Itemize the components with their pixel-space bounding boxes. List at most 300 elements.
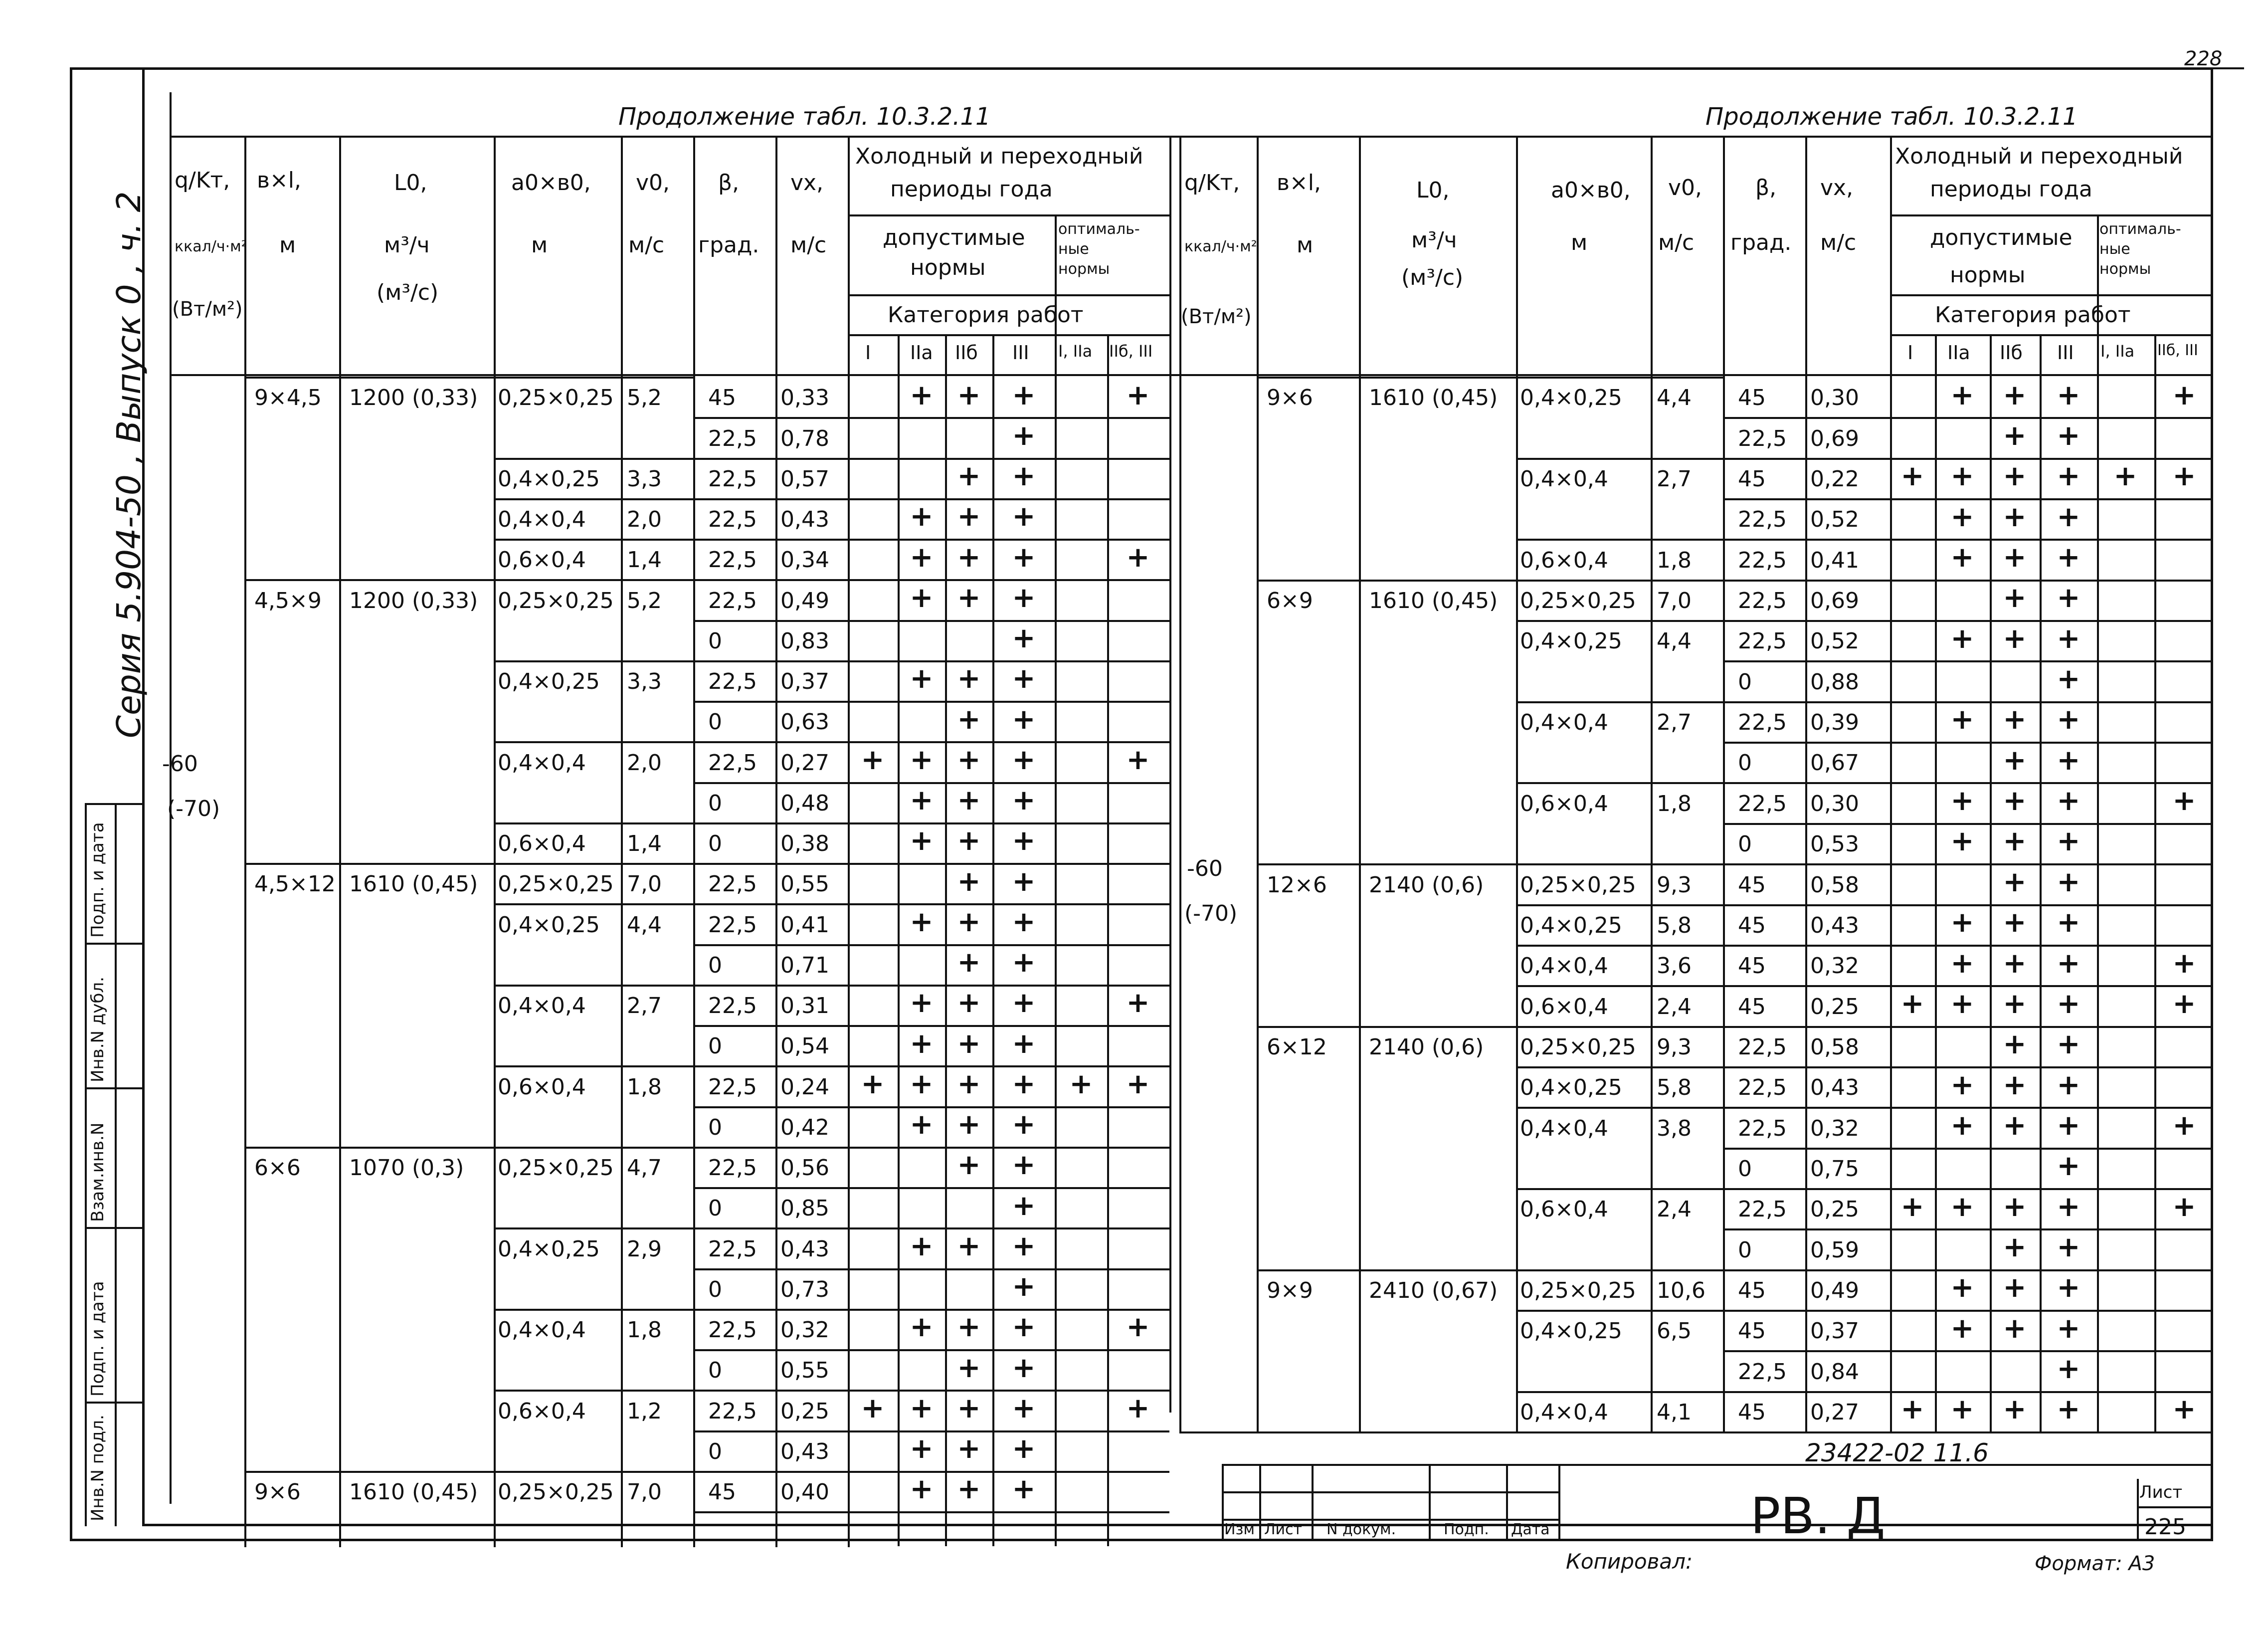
cell-beta: 22,5: [1738, 547, 1787, 573]
r-hdr-allowed: допустимые: [1930, 225, 2073, 250]
category-mark: +: [910, 1473, 934, 1506]
cell-vx: 0,32: [1810, 953, 1859, 979]
cell-vx: 0,37: [780, 669, 829, 694]
group-divider: [494, 498, 693, 500]
left-q-value: -60: [162, 751, 198, 777]
row-divider: [1723, 1310, 2213, 1312]
category-mark: +: [957, 541, 981, 574]
stamp-label-podl: Инв.N подл.: [88, 1415, 108, 1521]
hdr-bl-unit: м: [279, 232, 296, 258]
category-mark: +: [1950, 379, 1974, 411]
category-mark: +: [910, 987, 934, 1019]
cell-vx: 0,24: [780, 1074, 829, 1100]
cell-vx: 0,32: [1810, 1115, 1859, 1141]
category-mark: +: [1950, 500, 1974, 533]
cell-beta: 0: [708, 709, 722, 735]
category-mark: +: [861, 744, 885, 777]
cell-beta: 45: [1738, 953, 1766, 979]
cell-vx: 0,63: [780, 709, 829, 735]
cell-ab: 0,6×0,4: [1520, 1197, 1608, 1222]
cell-beta: 22,5: [1738, 1359, 1787, 1385]
cell-beta: 0: [708, 628, 722, 654]
cell-v0: 3,6: [1657, 953, 1692, 979]
r-hdr-allowed2: нормы: [1950, 262, 2026, 288]
row-divider: [1723, 1026, 2213, 1028]
category-mark: +: [2172, 460, 2196, 493]
cell-vx: 0,25: [1810, 994, 1859, 1019]
row-divider: [1723, 620, 2213, 622]
category-mark: +: [957, 865, 981, 898]
cell-vx: 0,25: [780, 1398, 829, 1424]
cell-vx: 0,41: [1810, 547, 1859, 573]
hdr-L0-unit: м³/ч: [384, 232, 430, 258]
row-divider: [693, 1106, 1169, 1108]
cell-v0: 6,5: [1657, 1318, 1692, 1344]
category-mark: +: [2003, 1312, 2027, 1345]
group-divider: [1516, 701, 1723, 703]
r-hdr-optimal3: нормы: [2099, 260, 2151, 278]
cell-v0: 7,0: [627, 1479, 662, 1505]
stamp-label-sign1: Подп. и дата: [88, 1281, 108, 1397]
cell-ab: 0,6×0,4: [498, 831, 586, 856]
category-mark: +: [1012, 419, 1036, 452]
hdr-cold2: периоды года: [890, 177, 1053, 202]
cell-vx: 0,49: [780, 588, 829, 613]
right-caption: Продолжение табл. 10.3.2.11: [1705, 103, 2078, 131]
row-divider: [693, 903, 1169, 905]
category-mark: +: [1126, 1392, 1150, 1425]
cell-vx: 0,32: [780, 1317, 829, 1343]
hdr-v0-unit: м/с: [628, 232, 665, 258]
cell-beta: 0: [708, 1196, 722, 1221]
left-caption: Продолжение табл. 10.3.2.11: [618, 103, 991, 131]
r-hdr-cat-1: I: [1907, 342, 1913, 364]
group-divider: [494, 1309, 693, 1311]
row-divider: [1723, 458, 2213, 460]
row-divider: [1723, 863, 2213, 865]
hdr-a0b0-unit: м: [531, 232, 548, 258]
category-mark: +: [2057, 622, 2080, 655]
row-divider: [693, 417, 1169, 419]
doc-number: 23422-02 11.6: [1805, 1438, 1989, 1467]
category-mark: +: [957, 1027, 981, 1060]
group-divider: [1516, 620, 1723, 622]
hdr-category: Категория работ: [888, 302, 1084, 328]
group-divider: [494, 863, 693, 865]
cell-beta: 0: [708, 831, 722, 856]
group-divider: [1516, 945, 1723, 947]
row-divider: [693, 1187, 1169, 1189]
hdr-cat-4: III: [1012, 342, 1029, 364]
cell-beta: 22,5: [708, 669, 757, 694]
block-divider: [1257, 377, 1516, 379]
cell-beta: 22,5: [1738, 628, 1787, 654]
r-hdr-v0: v0,: [1668, 175, 1702, 201]
category-mark: +: [1950, 1312, 1974, 1345]
group-divider: [494, 1147, 693, 1149]
cell-beta: 22,5: [1738, 791, 1787, 816]
cell-beta: 45: [1738, 1318, 1766, 1344]
category-mark: +: [910, 824, 934, 857]
block-divider: [1257, 1026, 1516, 1028]
cell-beta: 22,5: [1738, 710, 1787, 736]
cell-vx: 0,40: [780, 1479, 829, 1505]
category-mark: +: [957, 460, 981, 493]
r-hdr-cat-3: IIб: [2000, 342, 2023, 364]
cell-vx: 0,78: [780, 425, 829, 451]
category-mark: +: [1012, 824, 1036, 857]
hdr-vx-unit: м/с: [790, 232, 827, 258]
cell-ab: 0,4×0,4: [1520, 1115, 1608, 1141]
cell-vx: 0,57: [780, 466, 829, 492]
cell-L0: 1070 (0,3): [349, 1155, 464, 1181]
category-mark: +: [2057, 541, 2080, 574]
group-divider: [494, 660, 693, 662]
category-mark: +: [910, 662, 934, 695]
cell-ab: 0,25×0,25: [1520, 1034, 1636, 1060]
cell-vx: 0,67: [1810, 750, 1859, 776]
cell-v0: 10,6: [1657, 1277, 1705, 1303]
row-divider: [693, 1349, 1169, 1351]
block-divider: [244, 863, 494, 865]
hdr-q: q/Kт,: [175, 168, 230, 193]
category-mark: +: [1950, 1393, 1974, 1426]
category-mark: +: [2057, 1353, 2080, 1386]
cell-vx: 0,83: [780, 628, 829, 654]
category-mark: +: [1012, 784, 1036, 817]
block-divider: [244, 377, 494, 379]
category-mark: +: [1012, 379, 1036, 411]
cell-ab: 0,4×0,25: [1520, 1318, 1622, 1344]
r-hdr-optimal: оптималь-: [2099, 220, 2181, 238]
category-mark: +: [1012, 1189, 1036, 1222]
group-divider: [1516, 1107, 1723, 1109]
cell-bl: 6×12: [1267, 1034, 1327, 1060]
category-mark: +: [2172, 1109, 2196, 1142]
cell-v0: 5,2: [627, 588, 662, 613]
cell-vx: 0,43: [1810, 912, 1859, 938]
cell-ab: 0,4×0,4: [1520, 710, 1608, 736]
cell-v0: 7,0: [627, 871, 662, 897]
cell-L0: 2140 (0,6): [1369, 1034, 1484, 1060]
category-mark: +: [957, 946, 981, 979]
cell-ab: 0,4×0,25: [498, 466, 600, 492]
category-mark: +: [2003, 622, 2027, 655]
hdr-allowed: допустимые: [883, 225, 1025, 250]
row-divider: [1723, 1269, 2213, 1271]
sheet-label: Лист: [2139, 1482, 2183, 1502]
row-divider: [693, 498, 1169, 500]
hdr-optimal2: ные: [1058, 240, 1089, 258]
hdr-cold: Холодный и переходный: [855, 144, 1143, 169]
category-mark: +: [1012, 1473, 1036, 1506]
cell-vx: 0,34: [780, 547, 829, 573]
cell-vx: 0,52: [1810, 628, 1859, 654]
cell-beta: 45: [1738, 872, 1766, 898]
hdr-cat-3: IIб: [955, 342, 978, 364]
cell-beta: 45: [1738, 385, 1766, 411]
cell-beta: 22,5: [1738, 507, 1787, 533]
cell-vx: 0,58: [1810, 1034, 1859, 1060]
category-mark: +: [1012, 1027, 1036, 1060]
category-mark: +: [1900, 460, 1924, 493]
category-mark: +: [2003, 582, 2027, 614]
cell-v0: 4,4: [1657, 385, 1692, 411]
row-divider: [693, 660, 1169, 662]
cell-beta: 0: [1738, 669, 1752, 695]
row-divider: [693, 985, 1169, 987]
category-mark: +: [957, 1311, 981, 1344]
cell-ab: 0,4×0,25: [1520, 1075, 1622, 1101]
category-mark: +: [957, 1473, 981, 1506]
category-mark: +: [1012, 582, 1036, 614]
row-divider: [693, 741, 1169, 743]
r-hdr-q-units: ккал/ч·м²: [1184, 238, 1257, 255]
group-divider: [494, 903, 693, 905]
cell-beta: 22,5: [1738, 588, 1787, 614]
category-mark: +: [957, 1230, 981, 1263]
cell-beta: 22,5: [708, 1398, 757, 1424]
cell-beta: 22,5: [708, 425, 757, 451]
cell-beta: 0: [708, 1276, 722, 1302]
category-mark: +: [2003, 1190, 2027, 1223]
r-hdr-category: Категория работ: [1935, 302, 2131, 328]
cell-beta: 22,5: [708, 871, 757, 897]
category-mark: +: [1069, 1068, 1093, 1101]
row-divider: [1723, 742, 2213, 744]
cell-vx: 0,43: [780, 1236, 829, 1262]
r-hdr-L0-unit: м³/ч: [1411, 227, 1457, 253]
row-divider: [1723, 985, 2213, 987]
r-hdr-cat-4: III: [2057, 342, 2074, 364]
row-divider: [693, 458, 1169, 460]
hdr-q-units: ккал/ч·м²: [175, 238, 247, 255]
cell-vx: 0,31: [780, 993, 829, 1018]
cell-v0: 4,1: [1657, 1400, 1692, 1425]
category-mark: +: [2003, 1393, 2027, 1426]
row-divider: [1723, 660, 2213, 662]
cell-vx: 0,25: [1810, 1197, 1859, 1222]
row-divider: [1723, 782, 2213, 784]
category-mark: +: [957, 703, 981, 736]
corner-number: 228: [2184, 47, 2223, 70]
cell-beta: 22,5: [708, 1155, 757, 1181]
cell-vx: 0,39: [1810, 710, 1859, 736]
cell-ab: 0,6×0,4: [1520, 994, 1608, 1019]
cell-v0: 2,7: [1657, 710, 1692, 736]
row-divider: [1723, 1148, 2213, 1150]
cell-ab: 0,4×0,4: [498, 993, 586, 1018]
cell-v0: 3,3: [627, 669, 662, 694]
cell-v0: 2,7: [627, 993, 662, 1018]
category-mark: +: [1012, 744, 1036, 777]
cell-beta: 0: [708, 952, 722, 978]
category-mark: +: [910, 1432, 934, 1465]
category-mark: +: [2003, 703, 2027, 736]
category-mark: +: [2057, 1150, 2080, 1183]
category-mark: +: [2057, 866, 2080, 899]
cell-vx: 0,38: [780, 831, 829, 856]
category-mark: +: [2003, 1068, 2027, 1101]
row-divider: [693, 944, 1169, 946]
cell-ab: 0,25×0,25: [1520, 1277, 1636, 1303]
hdr-L0-unit2: (м³/с): [377, 280, 439, 305]
category-mark: +: [2172, 785, 2196, 817]
group-divider: [494, 822, 693, 824]
category-mark: +: [1012, 946, 1036, 979]
right-q-value2: (-70): [1184, 901, 1238, 926]
block-divider: [244, 579, 494, 581]
hdr-optimal: оптималь-: [1058, 220, 1140, 238]
hdr-allowed2: нормы: [910, 255, 986, 280]
cell-ab: 0,25×0,25: [498, 1479, 614, 1505]
cell-v0: 1,4: [627, 547, 662, 573]
category-mark: +: [910, 906, 934, 939]
cell-ab: 0,25×0,25: [498, 1155, 614, 1181]
category-mark: +: [957, 1432, 981, 1465]
category-mark: +: [1950, 1068, 1974, 1101]
cell-beta: 0: [708, 1114, 722, 1140]
group-divider: [494, 741, 693, 743]
row-divider: [693, 1065, 1169, 1067]
category-mark: +: [1012, 703, 1036, 736]
category-mark: +: [2057, 1109, 2080, 1142]
row-divider: [693, 1430, 1169, 1432]
hdr-cat-6: IIб, III: [1109, 342, 1153, 361]
category-mark: +: [861, 1068, 885, 1101]
category-mark: +: [2057, 947, 2080, 980]
category-mark: +: [1012, 1270, 1036, 1303]
category-mark: +: [1012, 1068, 1036, 1101]
cell-beta: 22,5: [708, 1074, 757, 1100]
cell-ab: 0,6×0,4: [498, 1074, 586, 1100]
hdr-q-units2: (Вт/м²): [172, 298, 243, 321]
cell-vx: 0,42: [780, 1114, 829, 1140]
r-hdr-cat-6: IIб, III: [2157, 342, 2198, 359]
cell-bl: 9×6: [254, 1479, 301, 1505]
cell-L0: 1610 (0,45): [1369, 385, 1498, 411]
category-mark: +: [2172, 1190, 2196, 1223]
row-divider: [1723, 1391, 2213, 1393]
cell-beta: 0: [708, 1033, 722, 1059]
category-mark: +: [2057, 1068, 2080, 1101]
cell-v0: 2,9: [627, 1236, 662, 1262]
category-mark: +: [1950, 1271, 1974, 1304]
cell-ab: 0,6×0,4: [498, 1398, 586, 1424]
cell-ab: 0,4×0,4: [498, 1317, 586, 1343]
row-divider: [1723, 1350, 2213, 1352]
category-mark: +: [1012, 460, 1036, 493]
cell-v0: 2,4: [1657, 994, 1692, 1019]
row-divider: [693, 1227, 1169, 1229]
category-mark: +: [957, 582, 981, 614]
cell-v0: 2,4: [1657, 1197, 1692, 1222]
cell-vx: 0,85: [780, 1196, 829, 1221]
cell-v0: 3,3: [627, 466, 662, 492]
cell-vx: 0,52: [1810, 507, 1859, 533]
cell-v0: 2,7: [1657, 466, 1692, 492]
category-mark: +: [2057, 703, 2080, 736]
row-divider: [1723, 1066, 2213, 1068]
category-mark: +: [2003, 460, 2027, 493]
cell-bl: 9×6: [1267, 385, 1313, 411]
block-divider: [244, 1471, 494, 1473]
cell-beta: 0: [1738, 1156, 1752, 1182]
cell-beta: 22,5: [708, 993, 757, 1018]
cell-v0: 1,8: [627, 1317, 662, 1343]
category-mark: +: [910, 744, 934, 777]
cell-v0: 9,3: [1657, 872, 1692, 898]
stamp-label-vzam: Взам.инв.N: [88, 1122, 108, 1222]
title-col-izm: Изм: [1224, 1521, 1255, 1538]
category-mark: +: [957, 662, 981, 695]
category-mark: +: [2057, 825, 2080, 858]
cell-ab: 0,4×0,25: [498, 669, 600, 694]
category-mark: +: [2003, 906, 2027, 939]
cell-vx: 0,55: [780, 871, 829, 897]
category-mark: +: [1126, 541, 1150, 574]
category-mark: +: [957, 1068, 981, 1101]
category-mark: +: [910, 379, 934, 411]
cell-vx: 0,48: [780, 790, 829, 816]
r-hdr-beta-unit: град.: [1730, 230, 1792, 255]
group-divider: [1516, 377, 1723, 379]
row-divider: [693, 701, 1169, 703]
r-hdr-a0b0: a0×в0,: [1551, 178, 1631, 203]
cell-beta: 22,5: [1738, 1034, 1787, 1060]
block-divider: [1257, 1269, 1516, 1271]
category-mark: +: [910, 1068, 934, 1101]
cell-ab: 0,6×0,4: [1520, 791, 1608, 816]
hdr-v0: v0,: [636, 170, 670, 196]
category-mark: +: [2172, 379, 2196, 411]
cell-v0: 2,0: [627, 750, 662, 776]
category-mark: +: [2003, 500, 2027, 533]
group-divider: [1516, 1310, 1723, 1312]
cell-L0: 2410 (0,67): [1369, 1277, 1498, 1303]
category-mark: +: [1012, 662, 1036, 695]
category-mark: +: [861, 1392, 885, 1425]
cell-v0: 1,4: [627, 831, 662, 856]
row-divider: [1723, 945, 2213, 947]
hdr-cat-1: I: [865, 342, 871, 364]
cell-beta: 0: [708, 790, 722, 816]
category-mark: +: [2057, 1028, 2080, 1061]
category-mark: +: [1012, 987, 1036, 1019]
cell-beta: 22,5: [708, 547, 757, 573]
category-mark: +: [2003, 1231, 2027, 1264]
category-mark: +: [910, 1230, 934, 1263]
row-divider: [693, 1390, 1169, 1392]
cell-v0: 1,2: [627, 1398, 662, 1424]
category-mark: +: [2003, 1028, 2027, 1061]
category-mark: +: [957, 1149, 981, 1182]
row-divider: [1723, 417, 2213, 419]
cell-beta: 22,5: [708, 588, 757, 613]
inner-frame: [142, 67, 2213, 1526]
cell-beta: 0: [708, 1438, 722, 1464]
category-mark: +: [2057, 1393, 2080, 1426]
cell-L0: 1610 (0,45): [1369, 588, 1498, 614]
category-mark: +: [2003, 866, 2027, 899]
row-divider: [693, 822, 1169, 824]
row-divider: [693, 1471, 1169, 1473]
category-mark: +: [957, 744, 981, 777]
format-label: Формат: А3: [2035, 1552, 2155, 1575]
drawing-code: РВ. Д: [1750, 1487, 1886, 1545]
cell-bl: 6×9: [1267, 588, 1313, 614]
category-mark: +: [1012, 1392, 1036, 1425]
